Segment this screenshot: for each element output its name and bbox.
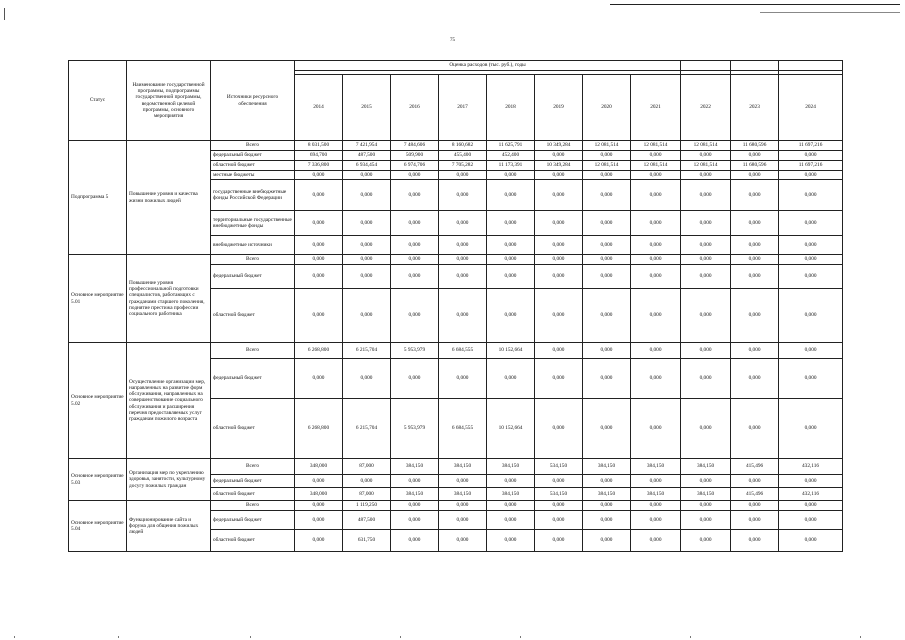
value-cell: 0,000 (731, 475, 779, 488)
value-cell: 0,000 (439, 511, 487, 530)
value-cell: 0,000 (535, 289, 583, 343)
value-cell: 0,000 (779, 359, 843, 399)
value-cell: 0,000 (631, 171, 681, 180)
header-blank (779, 61, 843, 71)
value-cell: 0,000 (535, 180, 583, 211)
value-cell: 0,000 (487, 180, 535, 211)
value-cell: 11 680,596 (731, 141, 779, 151)
value-cell: 0,000 (295, 171, 343, 180)
value-cell: 0,000 (535, 171, 583, 180)
header-blank (731, 61, 779, 71)
value-cell: 0,000 (583, 265, 631, 289)
value-cell: 0,000 (681, 399, 731, 459)
value-cell: 0,000 (583, 511, 631, 530)
header-year: 2021 (631, 75, 681, 141)
header-year: 2016 (391, 75, 439, 141)
value-cell: 0,000 (731, 399, 779, 459)
header-year: 2022 (681, 75, 731, 141)
value-cell: 0,000 (487, 171, 535, 180)
value-cell: 0,000 (391, 475, 439, 488)
program-name-cell: Повышение уровня профессиональной подготовки специалистов, работающих с гражданами старшего поколения, поднятие престижа профессии социального работника (127, 255, 211, 343)
value-cell: 384,150 (583, 459, 631, 475)
value-cell: 415,496 (731, 459, 779, 475)
value-cell: 11 173,391 (487, 161, 535, 171)
value-cell: 0,000 (583, 399, 631, 459)
value-cell: 12 081,514 (583, 141, 631, 151)
value-cell: 0,000 (681, 151, 731, 161)
value-cell: 5 953,979 (391, 343, 439, 359)
value-cell: 6 215,704 (343, 343, 391, 359)
value-cell: 0,000 (631, 343, 681, 359)
value-cell: 509,900 (391, 151, 439, 161)
program-name-cell: Организация мер по укреплению здоровья, занятости, культурному досугу пожилых граждан (127, 459, 211, 501)
value-cell: 0,000 (779, 530, 843, 552)
value-cell: 384,150 (487, 488, 535, 501)
value-cell: 0,000 (731, 530, 779, 552)
table-row (69, 343, 843, 359)
value-cell: 0,000 (779, 475, 843, 488)
value-cell: 0,000 (535, 359, 583, 399)
value-cell: 0,000 (731, 171, 779, 180)
value-cell: 0,000 (535, 236, 583, 255)
source-cell: государственные внебюджетные фонды Российской Федерации (211, 180, 295, 211)
value-cell: 6 974,706 (391, 161, 439, 171)
value-cell: 10 152,664 (487, 343, 535, 359)
value-cell: 0,000 (535, 255, 583, 265)
value-cell: 0,000 (779, 151, 843, 161)
value-cell: 0,000 (439, 236, 487, 255)
value-cell: 384,150 (439, 459, 487, 475)
value-cell: 0,000 (779, 343, 843, 359)
value-cell: 0,000 (487, 289, 535, 343)
value-cell: 0,000 (487, 255, 535, 265)
value-cell: 384,150 (391, 459, 439, 475)
value-cell: 694,700 (295, 151, 343, 161)
value-cell: 0,000 (779, 255, 843, 265)
source-cell: федеральный бюджет (211, 511, 295, 530)
value-cell: 0,000 (583, 359, 631, 399)
value-cell: 0,000 (439, 265, 487, 289)
value-cell: 0,000 (681, 289, 731, 343)
value-cell: 0,000 (631, 359, 681, 399)
header-expenses: Оценка расходов (тыс. руб.), годы (295, 61, 681, 71)
value-cell: 87,000 (343, 459, 391, 475)
value-cell: 12 081,514 (681, 161, 731, 171)
value-cell: 0,000 (295, 289, 343, 343)
header-sources: Источники ресурсного обеспечения (211, 61, 295, 141)
value-cell: 11 697,216 (779, 161, 843, 171)
source-cell: областной бюджет (211, 530, 295, 552)
value-cell: 0,000 (295, 530, 343, 552)
value-cell: 12 081,514 (631, 161, 681, 171)
source-cell: Всего (211, 255, 295, 265)
value-cell: 0,000 (779, 171, 843, 180)
program-name-cell: Функционирование сайта и форума для общения пожилых людей (127, 501, 211, 552)
value-cell: 11 625,791 (487, 141, 535, 151)
status-cell: Основное мероприятие 5.01 (69, 255, 127, 343)
value-cell: 0,000 (731, 236, 779, 255)
header-rule (610, 4, 900, 5)
value-cell: 6 215,704 (343, 399, 391, 459)
value-cell: 0,000 (391, 530, 439, 552)
value-cell: 0,000 (343, 236, 391, 255)
value-cell: 0,000 (779, 180, 843, 211)
value-cell: 0,000 (631, 180, 681, 211)
value-cell: 0,000 (439, 211, 487, 236)
value-cell: 6 268,800 (295, 343, 343, 359)
value-cell: 0,000 (631, 255, 681, 265)
source-cell: федеральный бюджет (211, 265, 295, 289)
value-cell: 6 684,555 (439, 343, 487, 359)
value-cell: 0,000 (681, 343, 731, 359)
value-cell: 12 081,514 (583, 161, 631, 171)
value-cell: 0,000 (439, 359, 487, 399)
value-cell: 0,000 (681, 255, 731, 265)
budget-table (68, 60, 843, 552)
table-row (69, 141, 843, 151)
value-cell: 0,000 (535, 501, 583, 511)
value-cell: 384,150 (583, 488, 631, 501)
value-cell: 0,000 (487, 530, 535, 552)
value-cell: 7 421,954 (343, 141, 391, 151)
value-cell: 631,750 (343, 530, 391, 552)
value-cell: 0,000 (779, 511, 843, 530)
header-year: 2014 (295, 75, 343, 141)
header-status: Статус (69, 61, 127, 141)
page-number: 75 (450, 38, 455, 43)
value-cell: 6 684,555 (439, 399, 487, 459)
source-cell: областной бюджет (211, 399, 295, 459)
value-cell: 0,000 (583, 151, 631, 161)
value-cell: 0,000 (295, 475, 343, 488)
value-cell: 10 152,664 (487, 399, 535, 459)
value-cell: 415,496 (731, 488, 779, 501)
source-cell: Всего (211, 501, 295, 511)
header-row-top (69, 61, 843, 71)
value-cell: 0,000 (731, 289, 779, 343)
source-cell: Всего (211, 343, 295, 359)
header-name: Наименование государственной программы, подпрограммы государственной программы, ведомственной целевой программы, основного мероприятия (127, 61, 211, 141)
value-cell: 0,000 (295, 265, 343, 289)
value-cell: 6 268,800 (295, 399, 343, 459)
value-cell: 0,000 (391, 501, 439, 511)
table-row (69, 255, 843, 265)
value-cell: 0,000 (583, 343, 631, 359)
value-cell: 487,500 (343, 511, 391, 530)
header-year: 2018 (487, 75, 535, 141)
value-cell: 0,000 (343, 211, 391, 236)
value-cell: 0,000 (681, 501, 731, 511)
value-cell: 0,000 (681, 511, 731, 530)
value-cell: 0,000 (439, 289, 487, 343)
value-cell: 0,000 (439, 255, 487, 265)
margin-mark (4, 8, 5, 20)
value-cell: 0,000 (681, 236, 731, 255)
value-cell: 0,000 (631, 236, 681, 255)
source-cell: местные бюджеты (211, 171, 295, 180)
value-cell: 0,000 (535, 265, 583, 289)
value-cell: 0,000 (487, 511, 535, 530)
value-cell: 0,000 (391, 265, 439, 289)
value-cell: 7 484,606 (391, 141, 439, 151)
value-cell: 0,000 (583, 289, 631, 343)
value-cell: 0,000 (295, 255, 343, 265)
value-cell: 348,000 (295, 488, 343, 501)
value-cell: 0,000 (583, 501, 631, 511)
value-cell: 0,000 (487, 475, 535, 488)
header-blank (681, 61, 731, 71)
value-cell: 0,000 (391, 511, 439, 530)
value-cell: 384,150 (681, 459, 731, 475)
value-cell: 455,400 (439, 151, 487, 161)
value-cell: 7 336,800 (295, 161, 343, 171)
value-cell: 0,000 (295, 501, 343, 511)
value-cell: 11 680,596 (731, 161, 779, 171)
value-cell: 0,000 (731, 265, 779, 289)
value-cell: 0,000 (731, 511, 779, 530)
value-cell: 0,000 (295, 236, 343, 255)
value-cell: 384,150 (487, 459, 535, 475)
value-cell: 432,116 (779, 488, 843, 501)
value-cell: 0,000 (343, 255, 391, 265)
value-cell: 0,000 (535, 530, 583, 552)
header-year: 2024 (779, 75, 843, 141)
value-cell: 1 119,250 (343, 501, 391, 511)
program-name-cell: Повышение уровня и качества жизни пожилых людей (127, 141, 211, 255)
header-year: 2020 (583, 75, 631, 141)
value-cell: 0,000 (583, 530, 631, 552)
value-cell: 0,000 (535, 475, 583, 488)
value-cell: 0,000 (343, 359, 391, 399)
value-cell: 0,000 (583, 475, 631, 488)
value-cell: 0,000 (583, 180, 631, 211)
value-cell: 384,150 (439, 488, 487, 501)
value-cell: 534,150 (535, 488, 583, 501)
value-cell: 0,000 (343, 171, 391, 180)
source-cell: федеральный бюджет (211, 359, 295, 399)
value-cell: 0,000 (681, 265, 731, 289)
value-cell: 534,150 (535, 459, 583, 475)
value-cell: 0,000 (391, 236, 439, 255)
value-cell: 0,000 (681, 171, 731, 180)
source-cell: областной бюджет (211, 289, 295, 343)
source-cell: Всего (211, 459, 295, 475)
value-cell: 487,500 (343, 151, 391, 161)
value-cell: 0,000 (631, 151, 681, 161)
value-cell: 0,000 (583, 236, 631, 255)
value-cell: 0,000 (731, 151, 779, 161)
value-cell: 0,000 (343, 475, 391, 488)
source-cell: областной бюджет (211, 488, 295, 501)
value-cell: 0,000 (583, 171, 631, 180)
value-cell: 452,400 (487, 151, 535, 161)
value-cell: 0,000 (295, 180, 343, 211)
value-cell: 0,000 (439, 501, 487, 511)
source-cell: федеральный бюджет (211, 475, 295, 488)
value-cell: 0,000 (681, 211, 731, 236)
value-cell: 0,000 (631, 265, 681, 289)
value-cell: 0,000 (731, 211, 779, 236)
value-cell: 0,000 (535, 343, 583, 359)
value-cell: 0,000 (779, 265, 843, 289)
value-cell: 0,000 (583, 211, 631, 236)
header-rule-secondary (760, 12, 900, 13)
source-cell: Всего (211, 141, 295, 151)
value-cell: 6 934,454 (343, 161, 391, 171)
value-cell: 0,000 (631, 501, 681, 511)
value-cell: 0,000 (487, 501, 535, 511)
value-cell: 0,000 (391, 180, 439, 211)
value-cell: 0,000 (439, 475, 487, 488)
value-cell: 0,000 (631, 475, 681, 488)
value-cell: 0,000 (731, 180, 779, 211)
source-cell: внебюджетные источники (211, 236, 295, 255)
value-cell: 0,000 (535, 211, 583, 236)
value-cell: 0,000 (731, 359, 779, 399)
value-cell: 0,000 (391, 171, 439, 180)
program-name-cell: Осуществление организации мер, направленных на развитие форм обслуживания, направленных на совершенствование социального обслуживания и расширения перечня предоставляемых услуг гражданам пожилого возраста (127, 343, 211, 459)
value-cell: 0,000 (343, 180, 391, 211)
value-cell: 384,150 (391, 488, 439, 501)
value-cell: 0,000 (391, 289, 439, 343)
header-year: 2023 (731, 75, 779, 141)
value-cell: 0,000 (731, 343, 779, 359)
value-cell: 10 349,284 (535, 161, 583, 171)
header-year: 2019 (535, 75, 583, 141)
value-cell: 0,000 (681, 180, 731, 211)
value-cell: 0,000 (439, 530, 487, 552)
table-row (69, 501, 843, 511)
value-cell: 0,000 (295, 511, 343, 530)
source-cell: областной бюджет (211, 161, 295, 171)
value-cell: 7 705,282 (439, 161, 487, 171)
value-cell: 0,000 (681, 530, 731, 552)
value-cell: 0,000 (731, 501, 779, 511)
value-cell: 432,116 (779, 459, 843, 475)
value-cell: 0,000 (731, 255, 779, 265)
value-cell: 8 031,500 (295, 141, 343, 151)
table-row (69, 459, 843, 475)
value-cell: 0,000 (487, 211, 535, 236)
source-cell: федеральный бюджет (211, 151, 295, 161)
value-cell: 0,000 (681, 359, 731, 399)
header-year: 2015 (343, 75, 391, 141)
value-cell: 0,000 (681, 475, 731, 488)
value-cell: 0,000 (779, 501, 843, 511)
value-cell: 0,000 (631, 211, 681, 236)
value-cell: 384,150 (681, 488, 731, 501)
value-cell: 10 349,284 (535, 141, 583, 151)
value-cell: 0,000 (535, 399, 583, 459)
value-cell: 87,000 (343, 488, 391, 501)
value-cell: 0,000 (439, 171, 487, 180)
value-cell: 0,000 (779, 399, 843, 459)
source-cell: территориальные государственные внебюджетные фонды (211, 211, 295, 236)
value-cell: 0,000 (343, 265, 391, 289)
value-cell: 0,000 (343, 289, 391, 343)
value-cell: 12 081,514 (631, 141, 681, 151)
value-cell: 12 081,514 (681, 141, 731, 151)
value-cell: 0,000 (779, 236, 843, 255)
value-cell: 0,000 (779, 211, 843, 236)
value-cell: 0,000 (391, 359, 439, 399)
value-cell: 0,000 (583, 255, 631, 265)
value-cell: 0,000 (487, 236, 535, 255)
value-cell: 0,000 (439, 180, 487, 211)
value-cell: 0,000 (391, 255, 439, 265)
value-cell: 0,000 (631, 511, 681, 530)
value-cell: 0,000 (631, 530, 681, 552)
value-cell: 0,000 (631, 399, 681, 459)
value-cell: 0,000 (487, 265, 535, 289)
value-cell: 0,000 (535, 511, 583, 530)
value-cell: 0,000 (487, 359, 535, 399)
header-year: 2017 (439, 75, 487, 141)
value-cell: 0,000 (295, 359, 343, 399)
value-cell: 0,000 (779, 289, 843, 343)
value-cell: 0,000 (295, 211, 343, 236)
value-cell: 11 697,216 (779, 141, 843, 151)
value-cell: 0,000 (535, 151, 583, 161)
value-cell: 5 953,979 (391, 399, 439, 459)
status-cell: Подпрограмма 5 (69, 141, 127, 255)
status-cell: Основное мероприятие 5.04 (69, 501, 127, 552)
value-cell: 0,000 (391, 211, 439, 236)
value-cell: 0,000 (631, 289, 681, 343)
status-cell: Основное мероприятие 5.02 (69, 343, 127, 459)
value-cell: 384,150 (631, 459, 681, 475)
value-cell: 348,000 (295, 459, 343, 475)
status-cell: Основное мероприятие 5.03 (69, 459, 127, 501)
scan-artifacts (0, 636, 905, 638)
value-cell: 8 160,682 (439, 141, 487, 151)
value-cell: 384,150 (631, 488, 681, 501)
